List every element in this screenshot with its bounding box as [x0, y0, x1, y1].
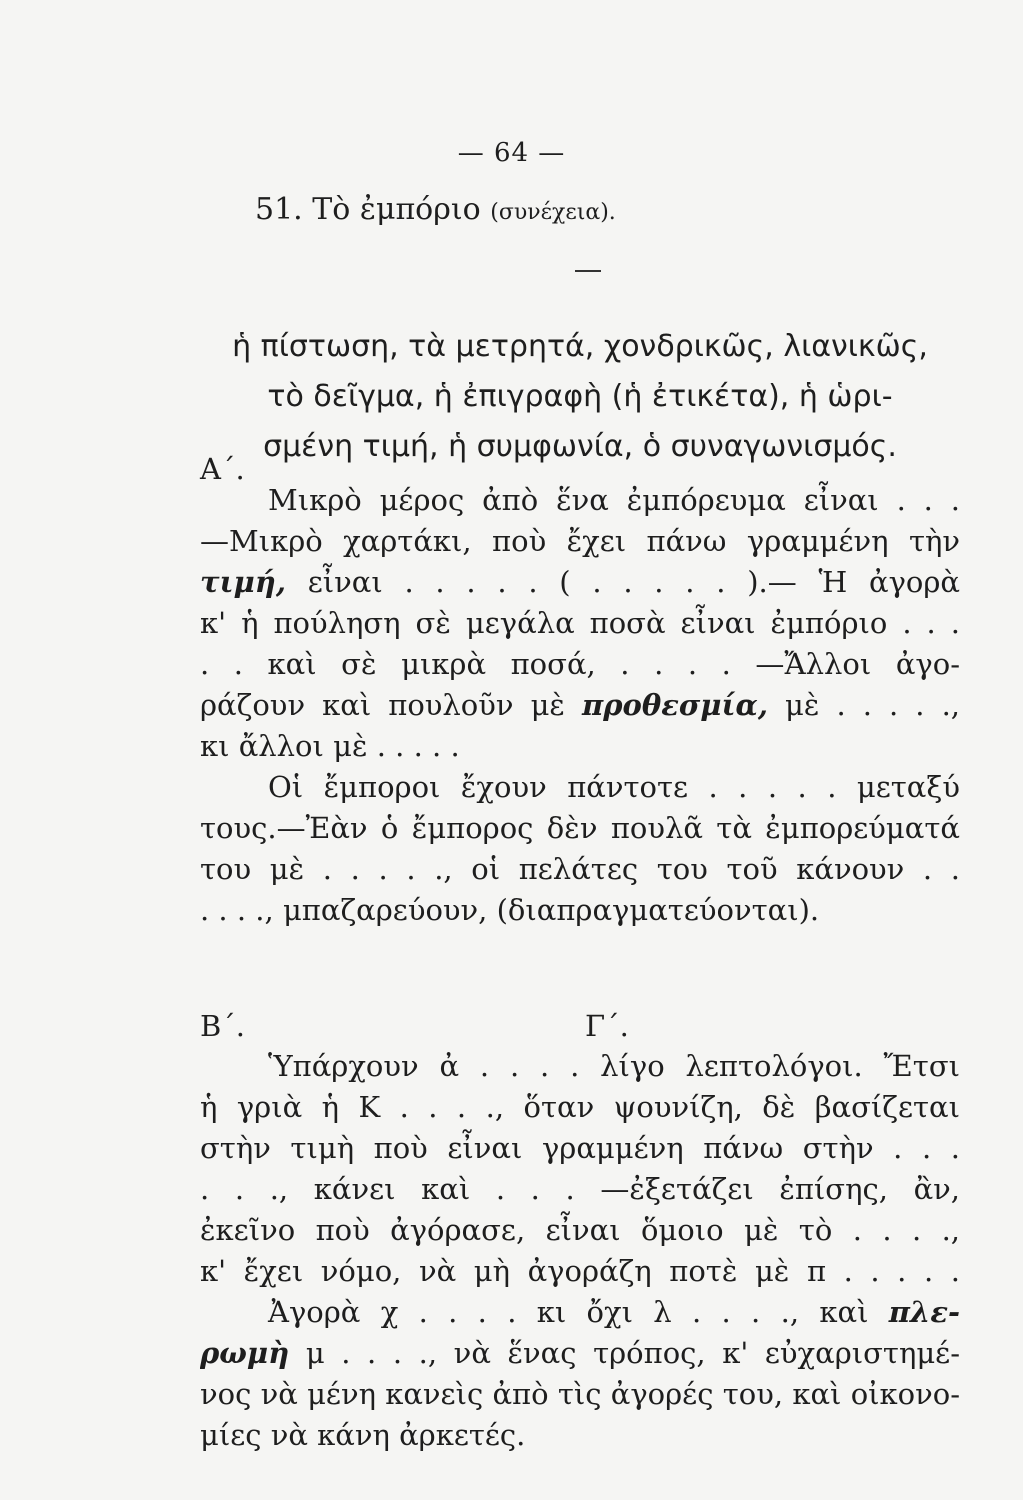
page-number: — 64 —	[457, 138, 566, 168]
section-c-text	[200, 1046, 960, 1456]
lesson-title-main: 51. Τὸ ἐμπόριο	[255, 192, 481, 227]
text-line: μίες νὰ κάνη ἀρκετές.	[200, 1418, 526, 1452]
title-divider	[575, 270, 601, 272]
text-line: ἐκεῖνο ποὺ ἀγόρασε, εἶναι ὅμοιο μὲ τὸ . . . .,	[200, 1213, 960, 1247]
vocabulary-line: ἡ πίστωση, τὰ μετρητά, χονδρικῶς, λιανικῶς,	[232, 329, 928, 364]
text-line: ἡ γριὰ ἡ Κ . . . ., ὅταν ψουνίζη, δὲ βασίζεται	[200, 1090, 960, 1124]
text-fragment: Ἀγορὰ χ . . . . κι ὄχι λ . . . ., καὶ	[268, 1295, 869, 1329]
emphasis-word: πλε-	[888, 1295, 960, 1329]
text-line: . . ., κάνει καὶ . . . —ἐξετάζει ἐπίσης, ἂν,	[200, 1172, 960, 1206]
section-a-text	[200, 480, 960, 931]
text-line: στὴν τιμὴ ποὺ εἶναι γραμμένη πάνω στὴν . . .	[200, 1131, 960, 1165]
text-line: Μικρὸ μέρος ἀπὸ ἕνα ἐμπόρευμα εἶναι . . .	[268, 483, 960, 517]
text-line: κι ἄλλοι μὲ . . . . .	[200, 729, 460, 763]
vocabulary-line: τὸ δεῖγμα, ἡ ἐπιγραφὴ (ἡ ἐτικέτα), ἡ ὡρι-	[267, 379, 893, 414]
emphasis-word: τιμή,	[200, 565, 286, 599]
text-line: κ' ἔχει νόμο, νὰ μὴ ἀγοράζη ποτὲ μὲ π . . . . .	[200, 1254, 960, 1288]
section-a-label: Α΄.	[200, 452, 245, 486]
text-line	[200, 1333, 960, 1374]
text-line: Ὑπάρχουν ἀ . . . . λίγο λεπτολόγοι. Ἔτσι	[268, 1049, 960, 1083]
text-line: . . καὶ σὲ μικρὰ ποσά, . . . . —Ἄλλοι ἀγο-	[200, 647, 960, 681]
lesson-title	[255, 192, 616, 227]
section-c-label: Γ΄.	[585, 1009, 629, 1043]
text-line: κ' ἡ πούληση σὲ μεγάλα ποσὰ εἶναι ἐμπόριο . . .	[200, 606, 960, 640]
emphasis-word: ρωμὴ	[200, 1336, 290, 1370]
text-line	[200, 685, 960, 726]
text-line: —Μικρὸ χαρτάκι, ποὺ ἔχει πάνω γραμμένη τὴν	[200, 524, 960, 558]
text-fragment: μ . . . ., νὰ ἕνας τρόπος, κ' εὐχαριστημέ-	[305, 1336, 960, 1370]
text-line: Οἱ ἔμποροι ἔχουν πάντοτε . . . . . μεταξύ	[268, 770, 960, 804]
lesson-title-subtitle: (συνέχεια).	[490, 200, 616, 225]
text-fragment: ράζουν καὶ πουλοῦν μὲ	[200, 688, 565, 722]
text-line: . . . ., μπαζαρεύουν, (διαπραγματεύονται).	[200, 893, 820, 927]
text-line	[200, 562, 960, 603]
text-line	[200, 1292, 960, 1333]
text-line: τους.—Ἐὰν ὁ ἔμπορος δὲν πουλᾶ τὰ ἐμπορεύματά	[200, 811, 960, 845]
text-line: νος νὰ μένη κανεὶς ἀπὸ τὶς ἀγορές του, καὶ οἰκονο-	[200, 1377, 960, 1411]
emphasis-word: προθεσμία,	[582, 688, 768, 722]
text-line: του μὲ . . . . ., οἱ πελάτες του τοῦ κάνουν . .	[200, 852, 960, 886]
vocabulary-list	[200, 322, 960, 472]
text-fragment: μὲ . . . . .,	[785, 688, 960, 722]
text-fragment: εἶναι . . . . . ( . . . . . ).— Ἡ ἀγορὰ	[307, 565, 960, 599]
vocabulary-line: σμένη τιμή, ἡ συμφωνία, ὁ συναγωνισμός.	[263, 429, 897, 464]
section-b-label: Β΄.	[200, 1009, 246, 1043]
